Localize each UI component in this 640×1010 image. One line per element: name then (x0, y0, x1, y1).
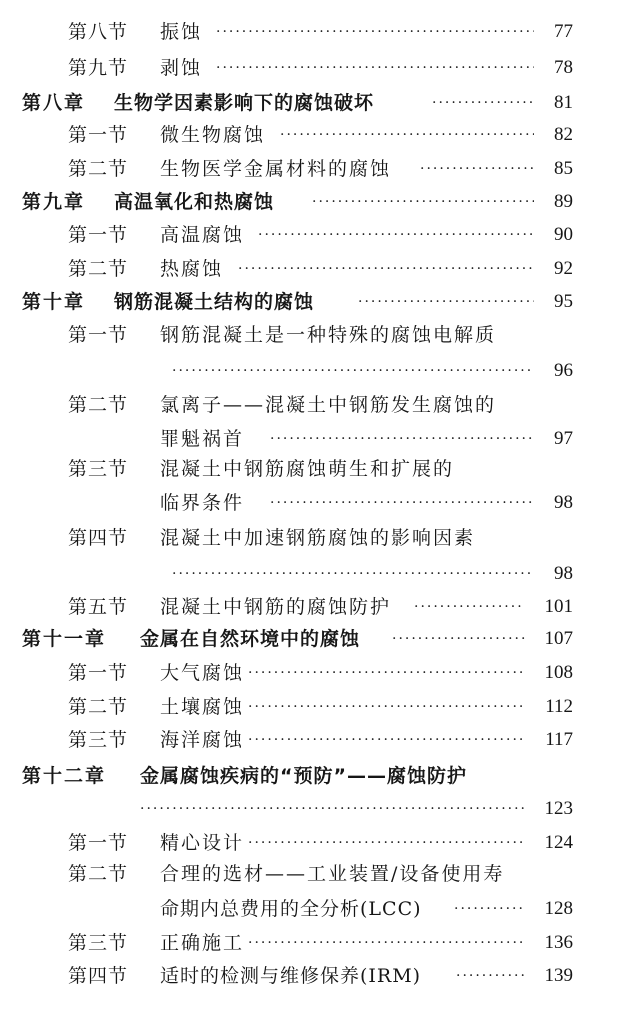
section-title: 土壤腐蚀 (160, 696, 245, 718)
leader-dots (454, 892, 526, 926)
toc-entry-section (0, 521, 640, 555)
toc-entry-section (0, 152, 640, 186)
section-label: 第四节 (68, 965, 129, 987)
section-title: 正确施工 (160, 932, 245, 954)
leader-dots (270, 422, 534, 456)
page-number: 136 (544, 932, 573, 953)
chapter-title: 金属腐蚀疾病的“预防”——腐蚀防护 (140, 765, 467, 787)
toc-entry-section (0, 452, 640, 486)
page-number: 77 (554, 21, 573, 42)
section-title-line2: 临界条件 (160, 492, 245, 514)
toc-entry-continuation (0, 422, 640, 456)
toc-entry-section (0, 656, 640, 690)
page-number: 85 (554, 158, 573, 179)
section-title: 生物医学金属材料的腐蚀 (160, 158, 392, 180)
section-title-line1: 氯离子——混凝土中钢筋发生腐蚀的 (160, 394, 497, 416)
section-title-line2: 罪魁祸首 (160, 428, 245, 450)
page-number: 98 (554, 563, 573, 584)
leader-dots (414, 590, 524, 624)
page-number: 96 (554, 360, 573, 381)
toc-entry-section (0, 252, 640, 286)
toc-entry-continuation (0, 792, 640, 826)
section-label: 第一节 (68, 832, 129, 854)
section-label: 第二节 (68, 863, 129, 885)
page-number: 78 (554, 57, 573, 78)
chapter-title: 金属在自然环境中的腐蚀 (140, 628, 361, 650)
page-number: 107 (544, 628, 573, 649)
page-number: 98 (554, 492, 573, 513)
section-title: 振蚀 (160, 21, 203, 43)
leader-dots (248, 690, 526, 724)
chapter-title: 高温氧化和热腐蚀 (114, 191, 275, 213)
toc-entry-chapter (0, 86, 640, 120)
section-title-line2: 命期内总费用的全分析(LCC) (160, 898, 422, 920)
leader-dots (456, 959, 526, 993)
page-number: 112 (545, 696, 573, 717)
leader-dots (358, 285, 534, 319)
toc-entry-section (0, 118, 640, 152)
page-number: 95 (554, 291, 573, 312)
leader-dots (258, 218, 534, 252)
toc-entry-chapter (0, 285, 640, 319)
leader-dots (248, 723, 526, 757)
leader-dots (270, 486, 534, 520)
page-number: 139 (544, 965, 573, 986)
section-label: 第八节 (68, 21, 129, 43)
section-title: 大气腐蚀 (160, 662, 245, 684)
toc-entry-chapter (0, 622, 640, 656)
section-label: 第二节 (68, 394, 129, 416)
toc-entry-continuation (0, 354, 640, 388)
section-title: 混凝土中钢筋的腐蚀防护 (160, 596, 392, 618)
leader-dots (312, 185, 534, 219)
section-label: 第二节 (68, 696, 129, 718)
leader-dots (216, 51, 534, 85)
section-label: 第九节 (68, 57, 129, 79)
page-number: 92 (554, 258, 573, 279)
toc-entry-section (0, 857, 640, 891)
chapter-label: 第九章 (22, 191, 86, 213)
toc-entry-section (0, 590, 640, 624)
section-label: 第一节 (68, 662, 129, 684)
toc-entry-continuation (0, 892, 640, 926)
chapter-label: 第十二章 (22, 765, 107, 787)
leader-dots (280, 118, 534, 152)
section-label: 第二节 (68, 158, 129, 180)
section-title: 混凝土中加速钢筋腐蚀的影响因素 (160, 527, 476, 549)
page-number: 128 (544, 898, 573, 919)
leader-dots (248, 926, 526, 960)
section-title: 海洋腐蚀 (160, 729, 245, 751)
section-label: 第一节 (68, 224, 129, 246)
leader-dots (392, 622, 526, 656)
section-label: 第五节 (68, 596, 129, 618)
section-title: 微生物腐蚀 (160, 124, 266, 146)
page-number: 101 (544, 596, 573, 617)
toc-entry-chapter (0, 759, 640, 793)
toc-entry-chapter (0, 185, 640, 219)
section-label: 第三节 (68, 932, 129, 954)
page-number: 82 (554, 124, 573, 145)
leader-dots (248, 656, 526, 690)
leader-dots (432, 86, 535, 120)
leader-dots (140, 792, 526, 826)
page-number: 97 (554, 428, 573, 449)
page-number: 117 (545, 729, 573, 750)
page-number: 90 (554, 224, 573, 245)
section-label: 第一节 (68, 324, 129, 346)
leader-dots (238, 252, 534, 286)
section-label: 第三节 (68, 458, 129, 480)
page-number: 124 (544, 832, 573, 853)
chapter-title: 生物学因素影响下的腐蚀破坏 (114, 92, 375, 114)
toc-entry-section (0, 51, 640, 85)
section-title: 剥蚀 (160, 57, 203, 79)
section-label: 第三节 (68, 729, 129, 751)
section-label: 第四节 (68, 527, 129, 549)
section-title: 适时的检测与维修保养(IRM) (160, 965, 422, 987)
chapter-label: 第十章 (22, 291, 86, 313)
chapter-title: 钢筋混凝土结构的腐蚀 (114, 291, 315, 313)
section-label: 第一节 (68, 124, 129, 146)
toc-entry-section (0, 926, 640, 960)
leader-dots (172, 354, 534, 388)
toc-entry-section (0, 959, 640, 993)
toc-entry-section (0, 690, 640, 724)
section-title: 高温腐蚀 (160, 224, 245, 246)
leader-dots (420, 152, 534, 186)
toc-entry-section (0, 826, 640, 860)
toc-entry-section (0, 723, 640, 757)
toc-entry-section (0, 218, 640, 252)
page-number: 108 (544, 662, 573, 683)
section-label: 第二节 (68, 258, 129, 280)
page-number: 81 (554, 92, 573, 113)
toc-entry-section (0, 318, 640, 352)
section-title-line1: 合理的选材——工业装置/设备使用寿 (160, 863, 505, 885)
page-number: 89 (554, 191, 573, 212)
section-title: 精心设计 (160, 832, 245, 854)
toc-entry-section (0, 388, 640, 422)
toc-entry-continuation (0, 486, 640, 520)
toc-entry-continuation (0, 557, 640, 591)
section-title-line1: 混凝土中钢筋腐蚀萌生和扩展的 (160, 458, 455, 480)
chapter-label: 第十一章 (22, 628, 107, 650)
leader-dots (216, 15, 534, 49)
leader-dots (172, 557, 534, 591)
section-title: 热腐蚀 (160, 258, 224, 280)
section-title: 钢筋混凝土是一种特殊的腐蚀电解质 (160, 324, 497, 346)
toc-entry-section (0, 15, 640, 49)
page-number: 123 (544, 798, 573, 819)
chapter-label: 第八章 (22, 92, 86, 114)
leader-dots (248, 826, 526, 860)
